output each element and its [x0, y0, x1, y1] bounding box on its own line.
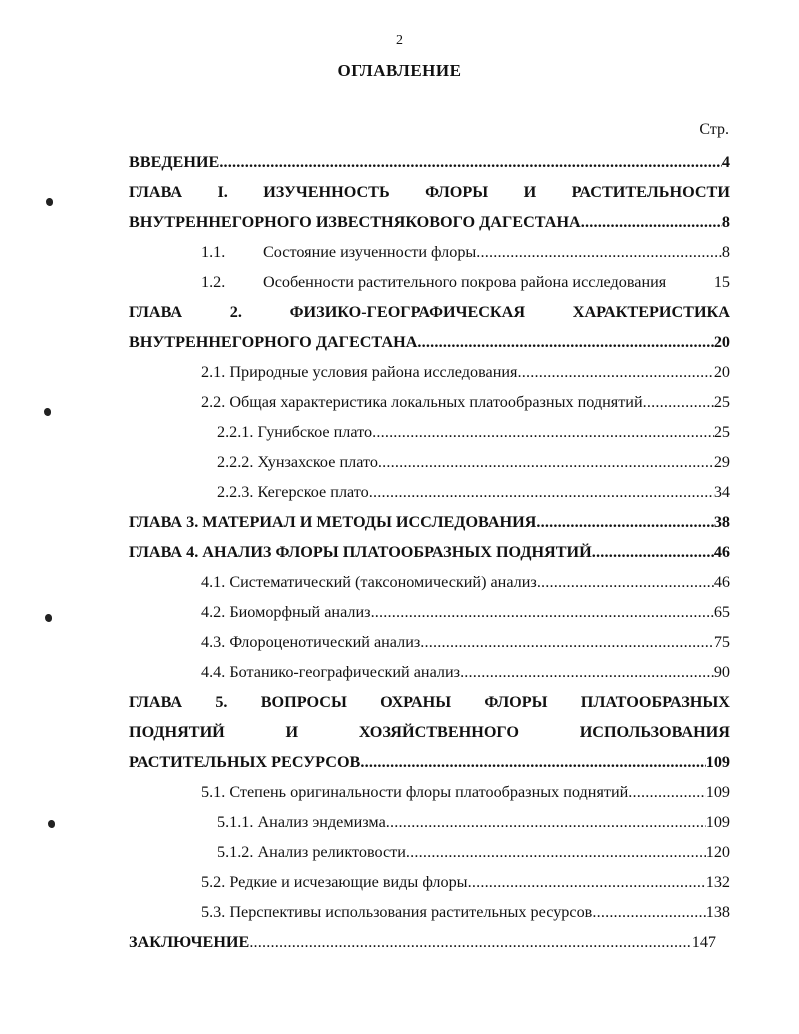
heading-word: РАСТИТЕЛЬНОСТИ	[571, 183, 730, 201]
entry-title: 2.2.1. Гунибское плато	[217, 423, 373, 441]
toc-entry-4-2[interactable]	[129, 597, 730, 627]
entry-page: 65	[713, 603, 730, 621]
dot-leader	[371, 597, 714, 627]
toc-entry-5-1-1[interactable]	[129, 807, 730, 837]
dot-leader	[460, 657, 714, 687]
dot-leader	[417, 327, 713, 357]
entry-title: 5.1.1. Анализ эндемизма	[217, 813, 386, 831]
entry-number: 1.2.	[201, 273, 226, 291]
heading-word: ГЛАВА	[129, 183, 183, 201]
entry-page: 138	[705, 903, 730, 921]
toc-entry-chapter-3[interactable]	[129, 507, 730, 537]
dot-leader	[420, 627, 714, 657]
dot-leader	[406, 837, 706, 867]
toc-entry-chapter-5-cont[interactable]	[129, 747, 730, 777]
toc-entry-1-2[interactable]	[129, 267, 730, 297]
entry-title: ГЛАВА 4. АНАЛИЗ ФЛОРЫ ПЛАТООБРАЗНЫХ ПОДНЯТИЙ	[129, 543, 592, 561]
entry-title: 5.1.2. Анализ реликтовости	[217, 843, 406, 861]
heading-word: И	[285, 723, 299, 741]
dot-leader	[219, 147, 722, 177]
dot-leader	[592, 897, 705, 927]
heading-word: ФЛОРЫ	[425, 183, 489, 201]
margin-punch-mark	[44, 408, 51, 416]
toc-entry-chapter-4[interactable]	[129, 537, 730, 567]
heading-word: ГЛАВА	[129, 693, 183, 711]
toc-entry-4-3[interactable]	[129, 627, 730, 657]
entry-number: 1.1.	[201, 243, 226, 261]
toc-entry-4-4[interactable]	[129, 657, 730, 687]
heading-word: ХАРАКТЕРИСТИКА	[572, 303, 730, 321]
dot-leader	[592, 537, 714, 567]
page-title: ОГЛАВЛЕНИЕ	[337, 61, 462, 80]
entry-title: 4.4. Ботанико-географический анализ	[201, 663, 461, 681]
dot-leader	[536, 507, 713, 537]
toc-entry-chapter-5-line-2[interactable]	[129, 717, 730, 747]
margin-punch-mark	[46, 198, 53, 206]
heading-word: ФЛОРЫ	[484, 693, 548, 711]
entry-title: 5.1. Степень оригинальности флоры платообразных поднятий	[201, 783, 629, 801]
dot-leader	[517, 357, 713, 387]
entry-page: 109	[705, 753, 730, 771]
toc-entry-2-2[interactable]	[129, 387, 730, 417]
heading-word: ХОЗЯЙСТВЕННОГО	[358, 723, 519, 741]
entry-title: ВНУТРЕННЕГОРНОГО ДАГЕСТАНА	[129, 333, 418, 351]
dot-leader	[476, 237, 722, 267]
entry-title: 2.2.2. Хунзахское плато	[217, 453, 378, 471]
entry-page: 109	[705, 813, 730, 831]
entry-title: Состояние изученности флоры	[263, 243, 477, 261]
entry-title: 4.1. Систематический (таксономический) анализ	[201, 573, 537, 591]
toc-entry-chapter-5[interactable]	[129, 687, 730, 717]
heading-word: ПЛАТООБРАЗНЫХ	[580, 693, 730, 711]
toc-entry-2-2-1[interactable]	[129, 417, 730, 447]
toc-entry-conclusion[interactable]	[129, 927, 730, 957]
entry-page: 8	[721, 243, 730, 261]
entry-page: 90	[713, 663, 730, 681]
heading-word: ФИЗИКО-ГЕОГРАФИЧЕСКАЯ	[289, 303, 526, 321]
entry-page: 25	[713, 423, 730, 441]
dot-leader	[643, 387, 714, 417]
entry-title: 5.2. Редкие и исчезающие виды флоры	[201, 873, 468, 891]
entry-title: 4.3. Флороценотический анализ	[201, 633, 421, 651]
table-of-contents	[129, 147, 730, 957]
toc-entry-2-1[interactable]	[129, 357, 730, 387]
heading-word: И	[523, 183, 537, 201]
heading-word: ИЗУЧЕННОСТЬ	[263, 183, 390, 201]
entry-page: 38	[713, 513, 730, 531]
page-column-label: Стр.	[699, 121, 729, 138]
page-number: 2	[396, 33, 403, 48]
entry-page: 109	[705, 783, 730, 801]
heading-word: 5.	[215, 693, 228, 711]
heading-word: ВОПРОСЫ	[260, 693, 347, 711]
toc-entry-chapter-1[interactable]	[129, 177, 730, 207]
entry-page: 25	[713, 393, 730, 411]
toc-entry-chapter-2[interactable]	[129, 297, 730, 327]
dot-leader	[378, 447, 714, 477]
toc-entry-5-1-2[interactable]	[129, 837, 730, 867]
dot-leader	[372, 417, 714, 447]
dot-leader	[468, 867, 706, 897]
entry-page: 20	[713, 363, 730, 381]
toc-entry-2-2-3[interactable]	[129, 477, 730, 507]
dot-leader	[628, 777, 705, 807]
toc-entry-2-2-2[interactable]	[129, 447, 730, 477]
entry-page: 34	[713, 483, 730, 501]
heading-word: I.	[217, 183, 228, 201]
dot-leader	[360, 747, 705, 777]
entry-page: 8	[721, 213, 730, 231]
entry-title: 2.2.3. Кегерское плато	[217, 483, 369, 501]
heading-word: ГЛАВА	[129, 303, 183, 321]
toc-entry-4-1[interactable]	[129, 567, 730, 597]
toc-entry-introduction[interactable]	[129, 147, 730, 177]
toc-entry-chapter-1-cont[interactable]	[129, 207, 730, 237]
toc-entry-5-1[interactable]	[129, 777, 730, 807]
dot-leader	[537, 567, 714, 597]
dot-leader	[581, 207, 722, 237]
entry-page: 132	[705, 873, 730, 891]
entry-title: ВВЕДЕНИЕ	[129, 153, 220, 171]
entry-title: Особенности растительного покрова района исследования	[263, 273, 667, 291]
entry-page: 4	[721, 153, 730, 171]
dot-leader	[386, 807, 706, 837]
entry-title: ВНУТРЕННЕГОРНОГО ИЗВЕСТНЯКОВОГО ДАГЕСТАНА	[129, 213, 581, 231]
entry-page: 120	[705, 843, 730, 861]
entry-title: 4.2. Биоморфный анализ	[201, 603, 371, 621]
heading-word: ИСПОЛЬЗОВАНИЯ	[579, 723, 730, 741]
entry-page: 29	[713, 453, 730, 471]
entry-title: ЗАКЛЮЧЕНИЕ	[129, 933, 250, 951]
entry-page: 46	[713, 543, 730, 561]
heading-word: 2.	[229, 303, 242, 321]
toc-entry-5-3[interactable]	[129, 897, 730, 927]
entry-title: 5.3. Перспективы использования растительных ресурсов	[201, 903, 593, 921]
toc-entry-1-1[interactable]	[129, 237, 730, 267]
margin-punch-mark	[48, 820, 55, 828]
toc-entry-5-2[interactable]	[129, 867, 730, 897]
entry-page: 147	[691, 933, 716, 951]
margin-punch-mark	[45, 614, 52, 622]
dot-leader	[249, 927, 691, 957]
heading-word: ПОДНЯТИЙ	[129, 723, 225, 741]
toc-entry-chapter-2-cont[interactable]	[129, 327, 730, 357]
heading-word: ОХРАНЫ	[380, 693, 452, 711]
entry-page: 15	[713, 273, 730, 291]
entry-title: 2.1. Природные условия района исследования	[201, 363, 518, 381]
entry-title: 2.2. Общая характеристика локальных платообразных поднятий	[201, 393, 643, 411]
entry-page: 46	[713, 573, 730, 591]
dot-leader	[369, 477, 714, 507]
entry-page: 75	[713, 633, 730, 651]
entry-title: ГЛАВА 3. МАТЕРИАЛ И МЕТОДЫ ИССЛЕДОВАНИЯ	[129, 513, 537, 531]
entry-page: 20	[713, 333, 730, 351]
entry-title: РАСТИТЕЛЬНЫХ РЕСУРСОВ	[129, 753, 361, 771]
